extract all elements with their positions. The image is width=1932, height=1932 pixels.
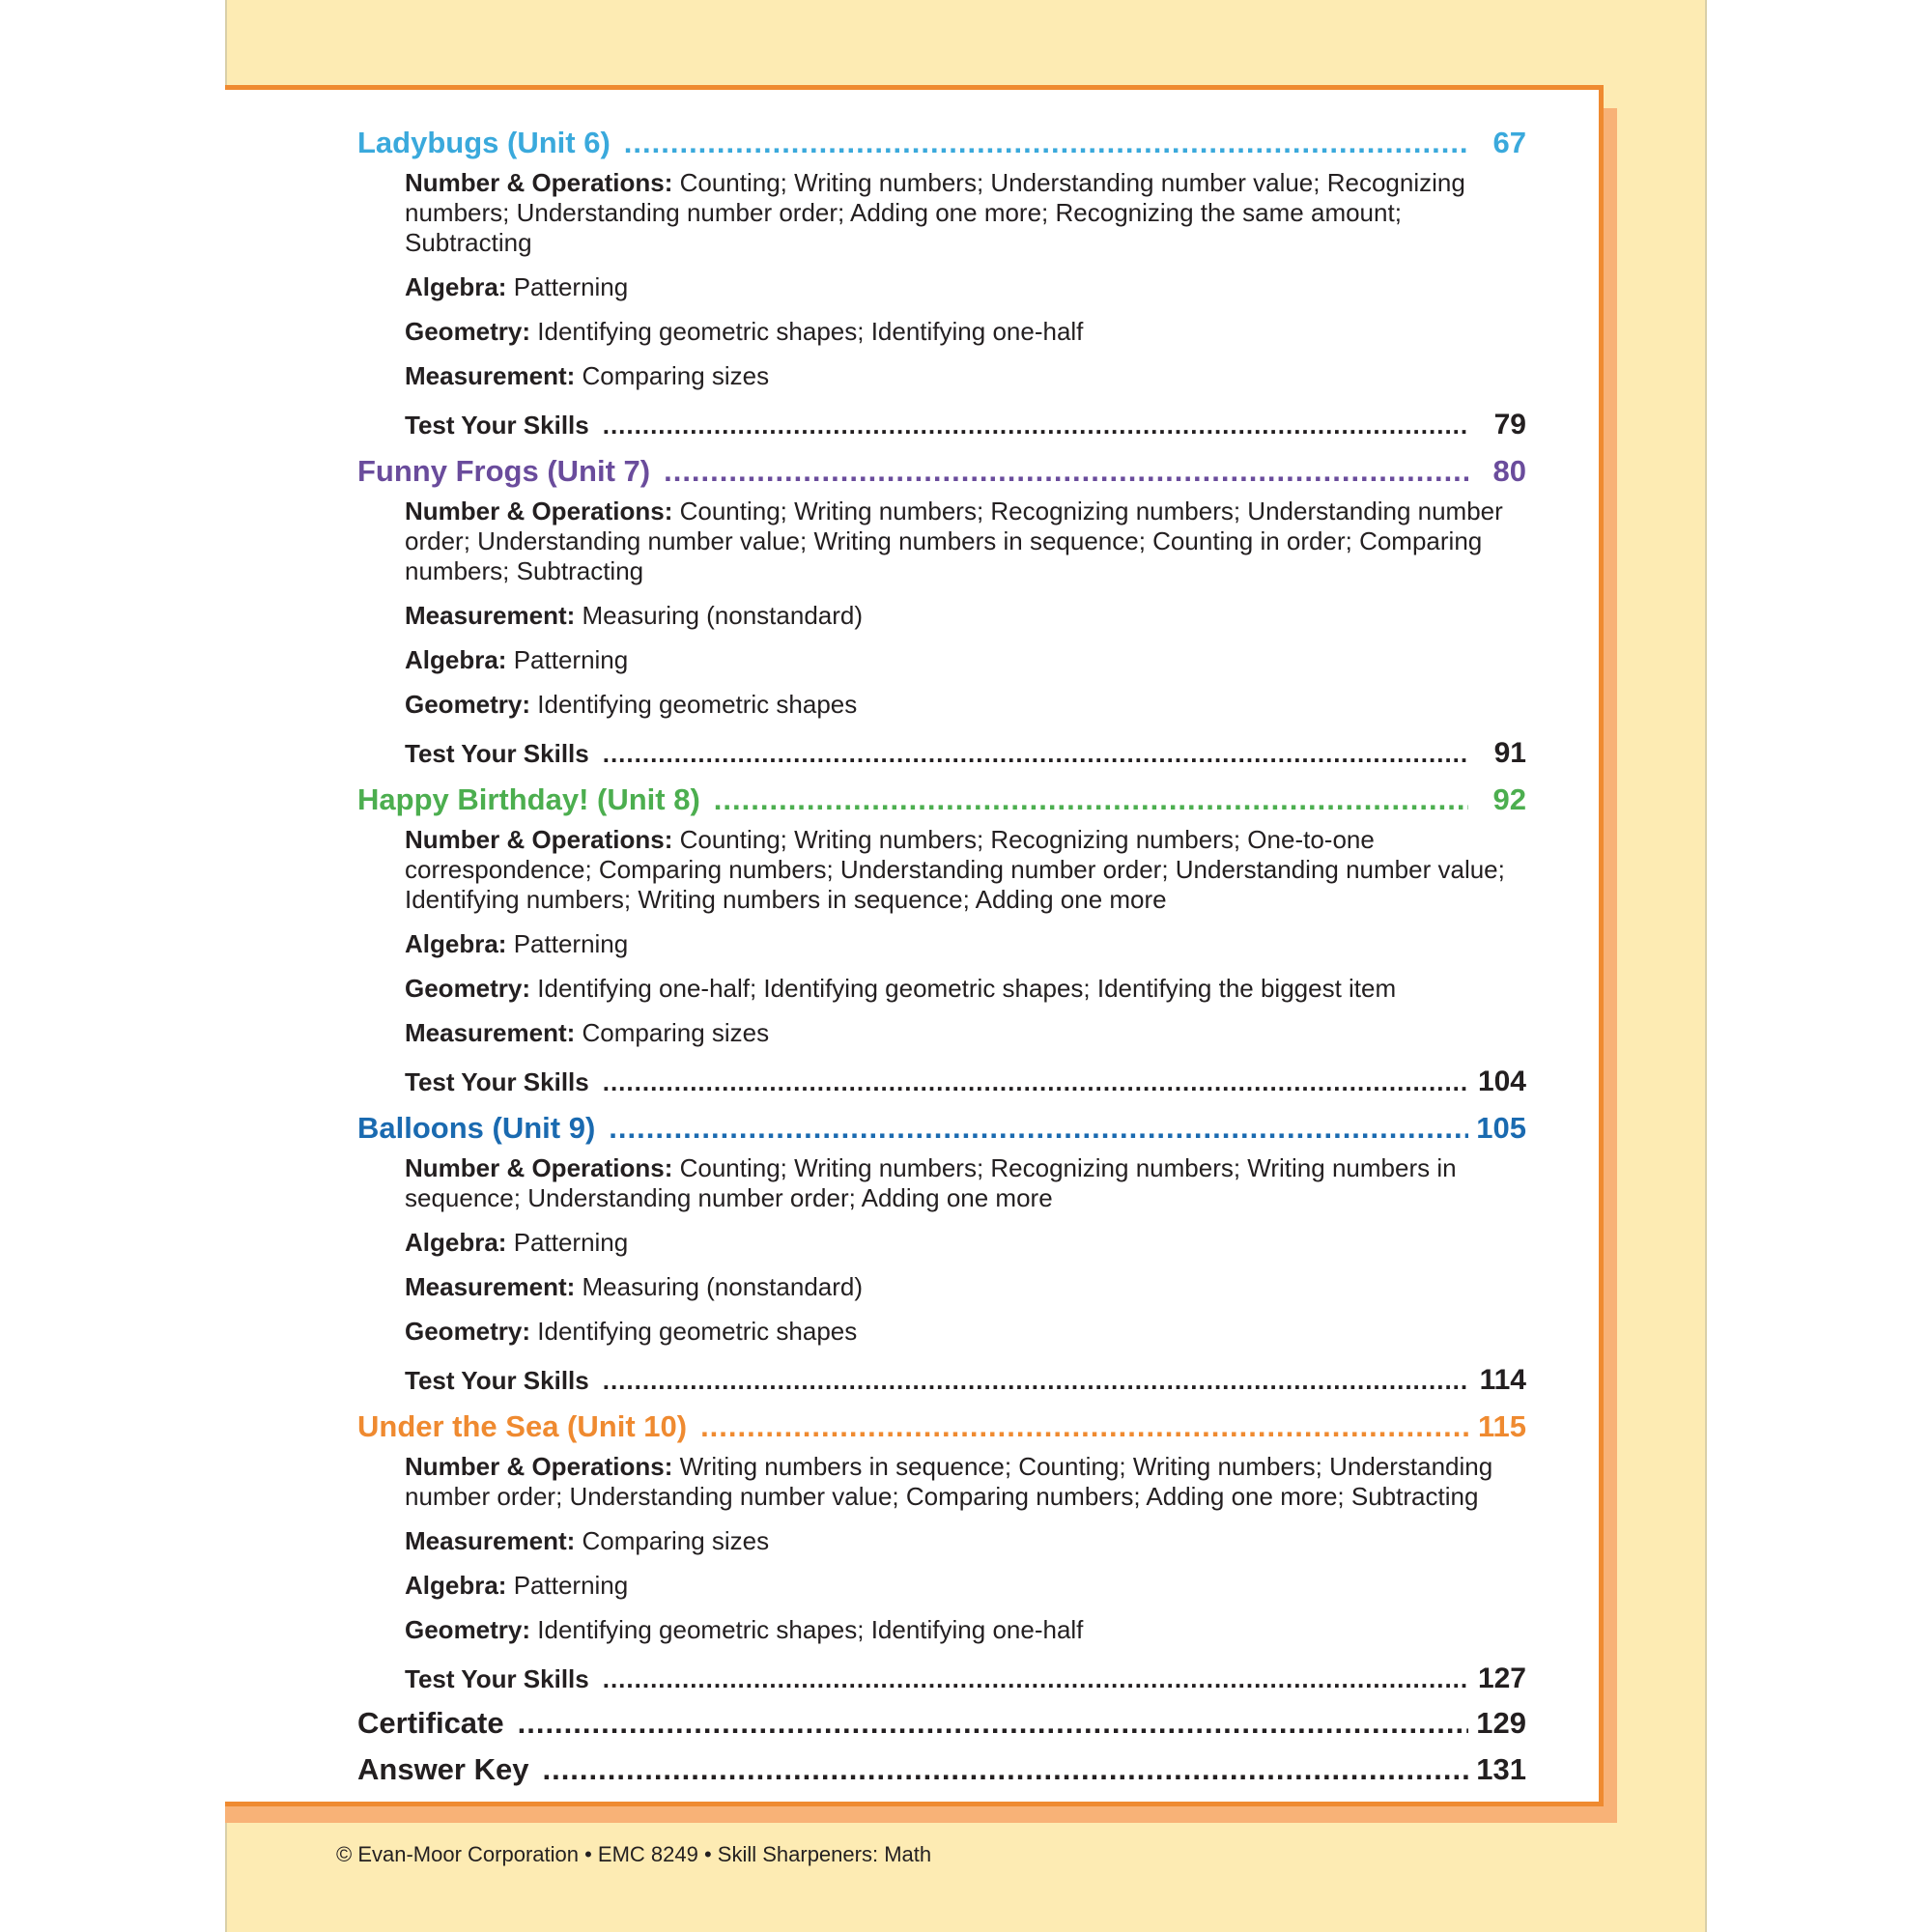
entry-title: Answer Key (357, 1752, 529, 1786)
skill-text: Patterning (513, 1571, 629, 1600)
test-page-number: 114 (1479, 1364, 1526, 1396)
test-page-number: 127 (1477, 1662, 1526, 1694)
skill-label: Measurement: (405, 361, 576, 390)
skill-entry (405, 974, 1526, 1004)
skill-text: Counting; Writing numbers; Recognizing numbers; Understanding number order; Understanding number value; Writing numbers in sequence; Counting in order; Comparing numbers; Subtracting (405, 497, 1503, 585)
unit-page-number: 115 (1477, 1409, 1526, 1443)
entry-title: Certificate (357, 1706, 504, 1740)
unit-heading (357, 118, 1526, 168)
skill-entry (405, 497, 1526, 586)
skill-label: Number & Operations: (405, 1452, 673, 1481)
skill-list (357, 1452, 1526, 1700)
skill-label: Measurement: (405, 1018, 576, 1047)
dot-leader (603, 1061, 1468, 1103)
skill-entry (405, 1526, 1526, 1556)
unit-page-number: 67 (1492, 126, 1526, 159)
toc-unit-under-the-sea (357, 1402, 1526, 1700)
test-label: Test Your Skills (405, 1067, 589, 1096)
skill-entry (405, 1153, 1526, 1213)
skill-entry (405, 317, 1526, 347)
skill-entry (405, 1272, 1526, 1302)
skill-entry (405, 690, 1526, 720)
test-your-skills-row (405, 732, 1526, 775)
unit-title: Happy Birthday! (Unit 8) (357, 782, 700, 816)
skill-text: Counting; Writing numbers; Recognizing numbers; One-to-one correspondence; Comparing numbers; Understanding number order; Understanding number value; Identifying numbers; Writing numbers in sequence; Adding one more (405, 825, 1505, 914)
dot-leader (542, 1747, 1468, 1793)
dot-leader (603, 404, 1468, 446)
skill-entry (405, 272, 1526, 302)
skill-text: Comparing sizes (582, 1526, 770, 1555)
test-page-number: 91 (1493, 737, 1526, 769)
test-your-skills-row (405, 404, 1526, 446)
unit-heading (357, 775, 1526, 825)
skill-text: Comparing sizes (582, 1018, 770, 1047)
skill-entry (405, 1452, 1526, 1512)
unit-heading (357, 446, 1526, 497)
skill-list (357, 825, 1526, 1103)
skill-text: Identifying geometric shapes (537, 690, 858, 719)
test-label: Test Your Skills (405, 411, 589, 440)
test-your-skills-row (405, 1061, 1526, 1103)
skill-text: Identifying geometric shapes; Identifying one-half (537, 1615, 1084, 1644)
skill-entry (405, 1018, 1526, 1048)
skill-text: Patterning (513, 272, 629, 301)
dot-leader (603, 1658, 1468, 1700)
skill-text: Comparing sizes (582, 361, 770, 390)
toc-certificate (357, 1700, 1526, 1747)
skill-label: Geometry: (405, 1317, 531, 1346)
dot-leader (664, 446, 1468, 497)
page-footer: © Evan-Moor Corporation • EMC 8249 • Skill Sharpeners: Math (336, 1842, 932, 1866)
skill-label: Measurement: (405, 1272, 576, 1301)
skill-entry (405, 361, 1526, 391)
skill-label: Geometry: (405, 690, 531, 719)
skill-label: Algebra: (405, 1571, 507, 1600)
skill-text: Identifying geometric shapes (537, 1317, 858, 1346)
skill-label: Measurement: (405, 601, 576, 630)
skill-label: Number & Operations: (405, 497, 673, 526)
skill-label: Measurement: (405, 1526, 576, 1555)
skill-label: Number & Operations: (405, 168, 673, 197)
unit-heading (357, 1402, 1526, 1452)
skill-entry (405, 1571, 1526, 1601)
test-label: Test Your Skills (405, 739, 589, 768)
unit-title: Balloons (Unit 9) (357, 1111, 596, 1145)
unit-title: Under the Sea (Unit 10) (357, 1409, 688, 1443)
skill-label: Algebra: (405, 272, 507, 301)
dot-leader (700, 1402, 1468, 1452)
toc-unit-ladybugs (357, 118, 1526, 446)
skill-label: Number & Operations: (405, 1153, 673, 1182)
dot-leader (518, 1700, 1468, 1747)
skill-label: Geometry: (405, 974, 531, 1003)
test-page-number: 79 (1493, 409, 1526, 440)
skill-entry (405, 1615, 1526, 1645)
test-your-skills-row (405, 1658, 1526, 1700)
unit-page-number: 92 (1492, 782, 1526, 816)
skill-label: Algebra: (405, 1228, 507, 1257)
skill-text: Patterning (513, 929, 629, 958)
toc-unit-balloons (357, 1103, 1526, 1402)
skill-text: Patterning (513, 1228, 629, 1257)
skill-list (357, 497, 1526, 775)
skill-text: Measuring (nonstandard) (582, 601, 864, 630)
skill-text: Identifying one-half; Identifying geometric shapes; Identifying the biggest item (537, 974, 1397, 1003)
test-label: Test Your Skills (405, 1664, 589, 1693)
toc-unit-happy-birthday (357, 775, 1526, 1103)
skill-entry (405, 601, 1526, 631)
skill-entry (405, 1317, 1526, 1347)
skill-entry (405, 645, 1526, 675)
unit-heading (357, 1103, 1526, 1153)
skill-label: Geometry: (405, 1615, 531, 1644)
skill-label: Geometry: (405, 317, 531, 346)
dot-leader (624, 118, 1468, 168)
unit-page-number: 80 (1492, 454, 1526, 488)
test-page-number: 104 (1477, 1065, 1526, 1097)
toc-unit-funny-frogs (357, 446, 1526, 775)
unit-page-number: 105 (1476, 1111, 1526, 1145)
dot-leader (609, 1103, 1468, 1153)
dot-leader (603, 1359, 1468, 1402)
skill-text: Counting; Writing numbers; Recognizing numbers; Writing numbers in sequence; Understanding number order; Adding one more (405, 1153, 1457, 1212)
skill-entry (405, 168, 1526, 258)
skill-list (357, 168, 1526, 446)
skill-label: Algebra: (405, 645, 507, 674)
skill-entry (405, 1228, 1526, 1258)
table-of-contents (357, 118, 1526, 1793)
dot-leader (714, 775, 1468, 825)
test-your-skills-row (405, 1359, 1526, 1402)
unit-title: Funny Frogs (Unit 7) (357, 454, 651, 488)
unit-title: Ladybugs (Unit 6) (357, 126, 611, 159)
skill-text: Identifying geometric shapes; Identifying one-half (537, 317, 1084, 346)
skill-text: Counting; Writing numbers; Understanding number value; Recognizing numbers; Understanding number order; Adding one more; Recognizing the same amount; Subtracting (405, 168, 1465, 257)
skill-text: Writing numbers in sequence; Counting; Writing numbers; Understanding number order; Understanding number value; Comparing numbers; Adding one more; Subtracting (405, 1452, 1493, 1511)
skill-entry (405, 929, 1526, 959)
skill-label: Algebra: (405, 929, 507, 958)
dot-leader (603, 732, 1468, 775)
skill-text: Measuring (nonstandard) (582, 1272, 864, 1301)
skill-entry (405, 825, 1526, 915)
skill-text: Patterning (513, 645, 629, 674)
entry-page-number: 131 (1476, 1752, 1526, 1786)
test-label: Test Your Skills (405, 1366, 589, 1395)
entry-page-number: 129 (1476, 1706, 1526, 1740)
skill-list (357, 1153, 1526, 1402)
skill-label: Number & Operations: (405, 825, 673, 854)
toc-answer-key (357, 1747, 1526, 1793)
